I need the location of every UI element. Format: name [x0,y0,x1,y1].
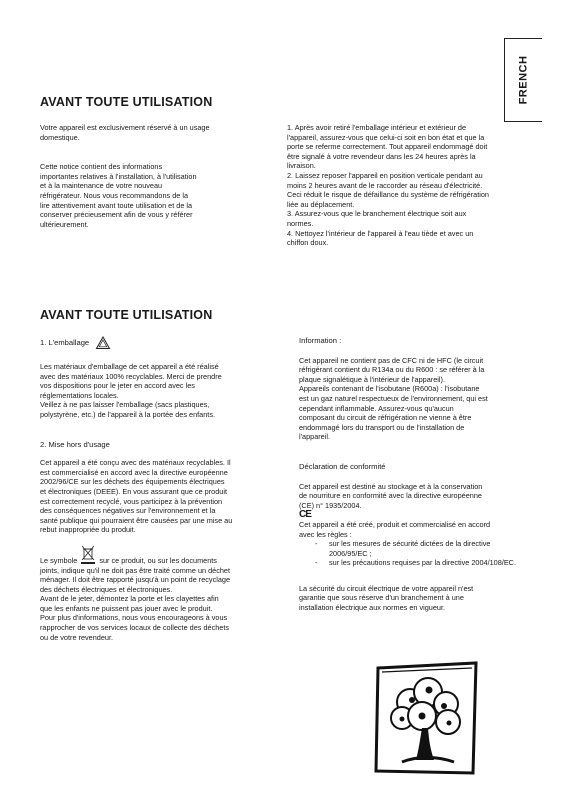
text-line: Cette notice contient des informations [40,162,163,172]
text-line: rapprocher de vos services locaux de collecte des déchets [40,623,230,633]
text-line: La sécurité du circuit électrique de votre appareil n'est [299,583,474,593]
text-line: chiffon doux. [287,238,329,248]
left-sections-column [40,336,275,642]
packaging-heading: 1. L'emballage [40,338,90,347]
text-line: domestique. [40,132,80,142]
text-line: composant du circuit de réfrigération ne vienne à être [299,413,472,423]
text-line: avec les règles : [299,529,352,539]
text-line: de nourriture en conformité avec la directive européenne [299,491,482,501]
text-line: des conséquences négatives sur l'environnement et la [40,506,216,516]
text-line: normes. [287,218,314,228]
text-line: endommagé lors du transport ou de l'installation de [299,422,465,432]
electrical-safety-paragraph [299,584,527,613]
text-line: Ceci réduit le risque de défaillance du système de réfrigération [287,190,489,200]
recycle-icon [95,336,111,350]
text-line: Veillez à ne pas laisser l'emballage (sacs plastiques, [40,400,210,410]
text-line: avec des matériaux 100% recyclables. Merci de prendre [40,371,222,381]
text-line: cependant inflammable. Assurez-vous qu'aucun [299,403,454,413]
intro-steps-column [287,123,522,248]
text-line: conserver précieusement afin de vous y référer [40,210,193,220]
text-line: 4. Nettoyez l'intérieur de l'appareil à l'eau tiède et avec un [287,228,474,238]
text-line: l'appareil. [299,432,331,442]
text-line: moins 2 heures avant de le raccorder au réseau d'électricité. [287,180,483,190]
intro-usage-paragraph [40,123,265,142]
conformity-heading: Déclaration de conformité [299,461,386,471]
text-line: santé publique qui pourraient être causées par une mise au [40,515,233,525]
text-line: polystyrène, etc.) de l'appareil à la portée des enfants. [40,409,216,419]
text-line: plaque signalétique à l'intérieur de l'appareil). [299,374,445,384]
page-title-top: AVANT TOUTE UTILISATION [40,95,213,109]
text-line: réfrigérateur. Nous vous recommandons de la [40,190,189,200]
ce-mark: CE [299,509,311,521]
packaging-heading-row [40,336,275,350]
text-line: ultérieurement. [40,219,89,229]
text-line: rebut inappropriée du produit. [40,525,136,535]
packaging-paragraph [40,362,275,420]
text-line: 3. Assurez-vous que le branchement électrique soit aux [287,209,467,219]
language-label: FRENCH [517,55,530,105]
text-line: Avant de le jeter, démontez la porte et les clayettes afin [40,594,219,604]
rules-list [299,539,527,568]
text-line: Cet appareil est destiné au stockage et à la conservation [299,481,483,491]
symbol-text-after: sur ce produit, ou sur les documents [99,555,217,565]
disposal-heading: 2. Mise hors d'usage [40,439,110,449]
text-line: liée au déplacement. [287,199,355,209]
right-sections-column [299,336,527,613]
intro-notice-paragraph [40,162,265,229]
text-line: installation électrique aux normes en vigueur. [299,603,446,613]
text-line: 2002/96/CE sur les déchets des équipements électriques [40,477,225,487]
text-line: que les enfants ne puissent pas jouer avec le produit. [40,603,213,613]
tree-logo [372,660,482,778]
intro-left-column [40,123,265,229]
text-line: joints, indique qu'il ne doit pas être traité comme un déchet [40,565,231,575]
text-line: importantes relatives à l'installation, à l'utilisation [40,171,197,181]
text-line: 1. Après avoir retiré l'emballage intérieur et extérieur de [287,123,467,132]
page-title-main: AVANT TOUTE UTILISATION [40,308,213,322]
text-line: Cet appareil a été conçu avec des matériaux recyclables. Il [40,458,231,468]
symbol-line [40,545,275,566]
crossed-bin-icon [80,545,96,565]
information-heading: Information : [299,336,342,345]
text-line: et à la maintenance de votre nouveau [40,181,163,191]
text-line: réglementations locales. [40,390,119,400]
text-line: (CE) n° 1935/2004. [299,500,362,510]
text-line: Cet appareil ne contient pas de CFC ni de HFC (le circuit [299,355,484,365]
text-line: être signalé à votre revendeur dans les 24 heures après la [287,151,476,161]
rule-item: - sur les précautions requises par la directive 2004/108/EC. [299,558,527,568]
text-line: des déchets électriques et électroniques. [40,584,173,594]
conformity-paragraph [299,482,527,568]
text-line: 2. Laissez reposer l'appareil en position verticale pendant au [287,170,483,180]
text-line: Les matériaux d'emballage de cet appareil a été réalisé [40,362,219,371]
text-line: ou de votre revendeur. [40,632,114,642]
disposal-paragraph [40,458,275,642]
text-line: Appareils contenant de l'isobutane (R600a) : l'isobutane [299,384,480,394]
language-tab [504,38,542,122]
text-line: Votre appareil est exclusivement réservé à un usage [40,123,210,132]
text-line: est correctement recyclé, vous participez à la prévention [40,496,223,506]
text-line: ménager. Il doit être rapporté jusqu'à un point de recyclage [40,575,231,585]
information-paragraph [299,356,527,442]
text-line: vos dispositions pour le jeter en accord avec les [40,381,195,391]
text-line: l'appareil, assurez-vous que celui-ci soit en bon état et que la [287,132,485,142]
rule-item: - sur les mesures de sécurité dictées de la directive 2006/95/EC ; [299,539,527,558]
text-line: livraison. [287,161,316,171]
text-line: lire attentivement avant toute utilisation et de la [40,200,193,210]
text-line: réfrigérant contient du R134a ou du R600 : se référer à la [299,365,485,375]
text-line: est commercialisé en accord avec la directive européenne [40,467,228,477]
text-line: porte se referme correctement. Tout appareil endommagé doit [287,142,488,152]
text-line: Pour plus d'informations, nous vous encourageons à vous [40,613,228,623]
text-line: Cet appareil a été créé, produit et commercialisé en accord [299,519,491,529]
text-line: garantie que sous réserve d'un branchement à une [299,593,464,603]
symbol-text-before: Le symbole [40,555,78,565]
text-line: et électroniques (DEEE). En vous assurant que ce produit [40,486,227,496]
text-line: est un gaz naturel respectueux de l'environnement, qui est [299,393,488,403]
